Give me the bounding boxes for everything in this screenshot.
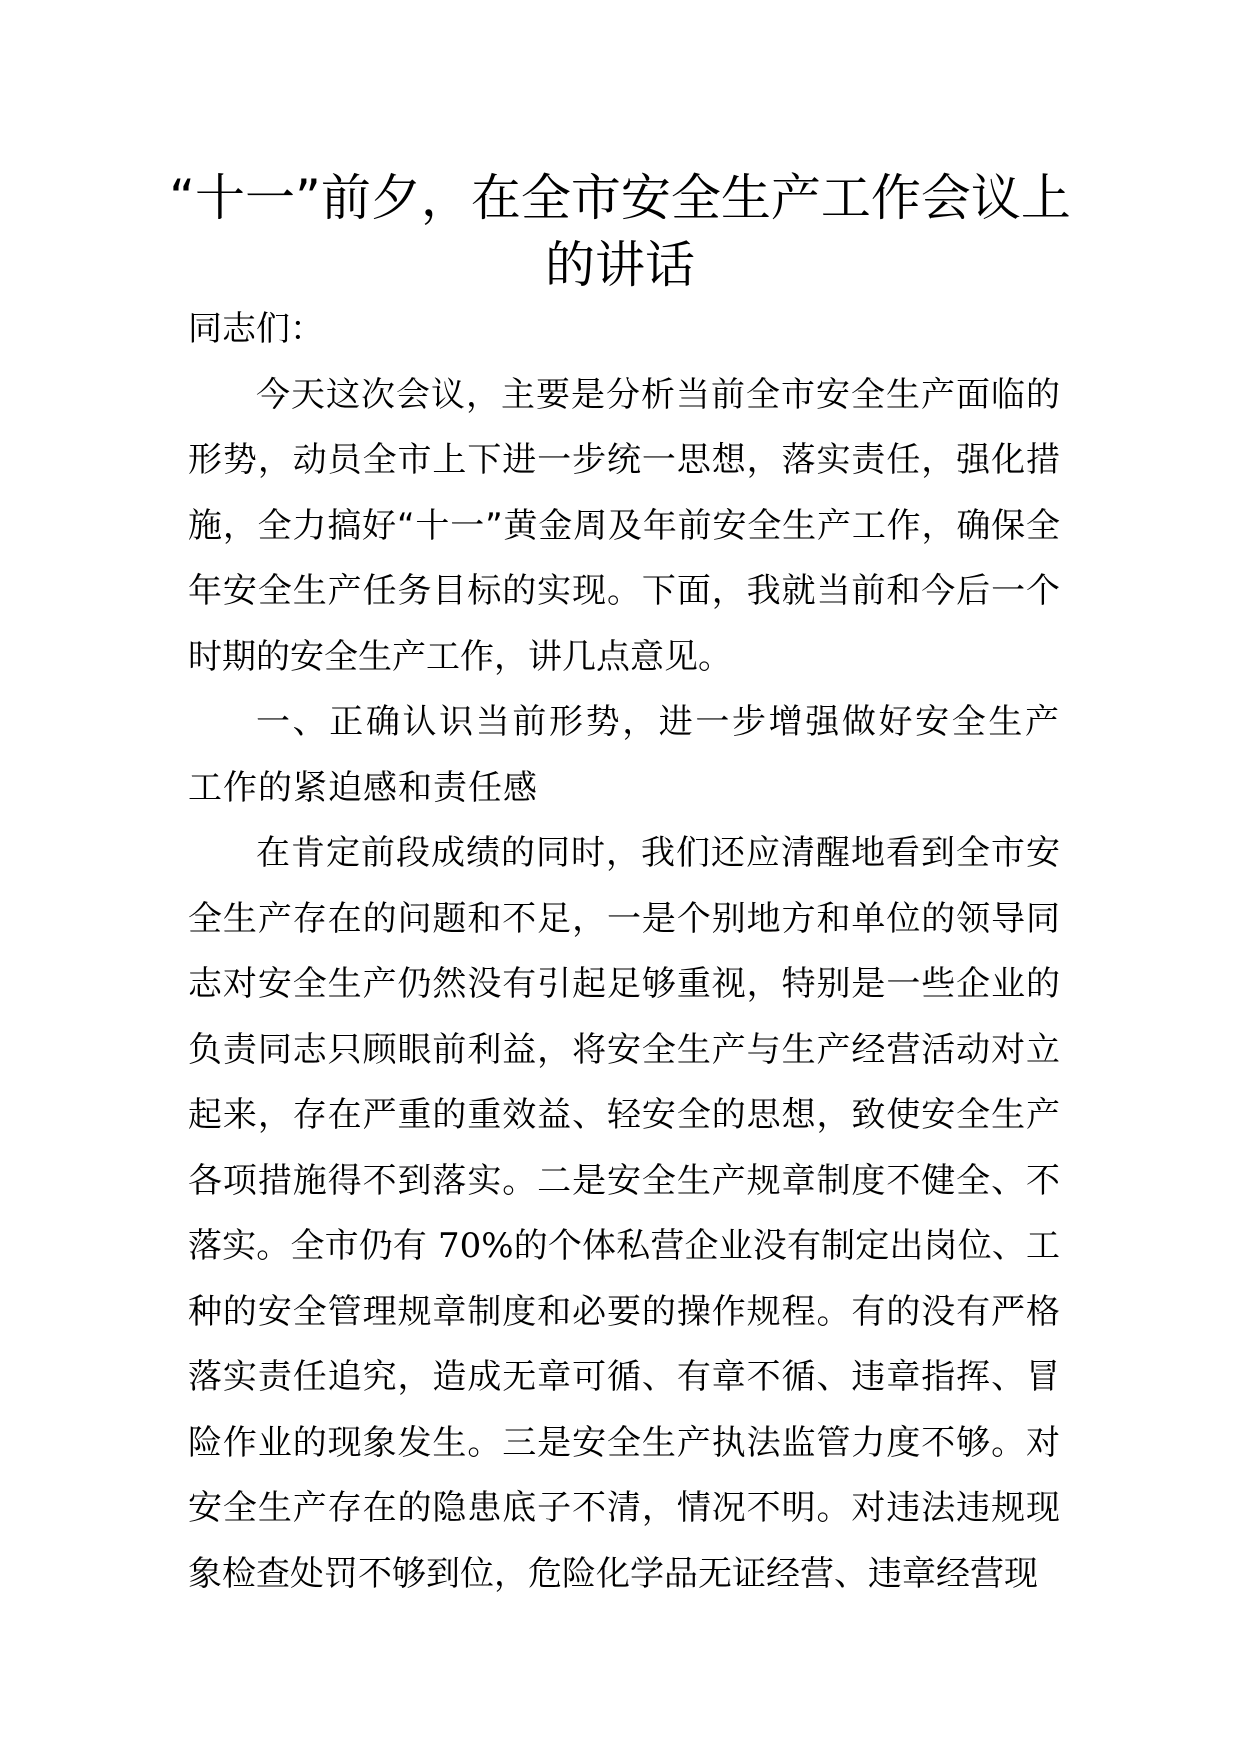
body-text-part-1: 在肯定前段成绩的同时，我们还应清醒地看到全市安全生产存在的问题和不足，一是个别地方和单位的领导同志对安全生产仍然没有引起足够重视，特别是一些企业的负责同志只顾眼前利益，将安全生产与生产经营活动对立起来，存在严重的重效益、轻安全的思想，致使安全生产各项措施得不到落实。二是安全生产规章制度不健全、不落实。全市仍有 — [188, 833, 1060, 1266]
percent-value: 70% — [438, 1226, 514, 1266]
section-heading-1: 一、正确认识当前形势，进一步增强做好安全生产工作的紧迫感和责任感 — [188, 702, 1060, 808]
salutation: 同志们： — [188, 309, 324, 349]
body-text-part-2: 的个体私营企业没有制定出岗位、工种的安全管理规章制度和必要的操作规程。有的没有严格落实责任追究，造成无章可循、有章不循、违章指挥、冒险作业的现象发生。三是安全生产执法监管力度不够。对安全生产存在的隐患底子不清，情况不明。对违法违规现象检查处罚不够到位，危险化学品无证经营、违章经营现 — [188, 1226, 1060, 1594]
document-title: “十一”前夕，在全市安全生产工作会议上的讲话 — [169, 169, 1071, 294]
intro-paragraph: 今天这次会议，主要是分析当前全市安全生产面临的形势，动员全市上下进一步统一思想，落实责任，强化措施，全力搞好“十一”黄金周及年前安全生产工作，确保全年安全生产任务目标的实现。下面，我就当前和今后一个时期的安全生产工作，讲几点意见。 — [188, 374, 1060, 677]
body-paragraph-1 — [188, 821, 1060, 1607]
document-body — [188, 297, 1060, 1607]
